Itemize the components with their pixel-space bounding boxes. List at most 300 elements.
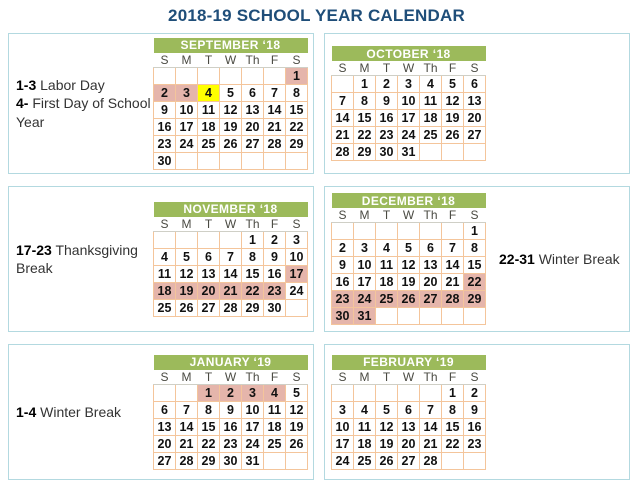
calendar-day-cell: 20 — [464, 110, 486, 127]
annotation-label: Winter Break — [36, 403, 122, 420]
calendar-day-cell: 9 — [376, 93, 398, 110]
day-of-week-header: M — [176, 53, 198, 68]
annotation-date-range: 1-3 — [16, 76, 37, 93]
calendar-empty-cell — [464, 144, 486, 161]
day-of-week-header: F — [442, 61, 464, 76]
calendar-day-cell: 19 — [376, 435, 398, 452]
day-of-week-header: F — [442, 370, 464, 385]
calendar-day-cell: 25 — [198, 135, 220, 152]
calendar-day-cell: 4 — [420, 76, 442, 93]
day-of-week-header: T — [198, 217, 220, 232]
calendar-day-cell: 24 — [286, 282, 308, 299]
calendar-day-cell: 18 — [420, 110, 442, 127]
calendar-day-cell: 8 — [442, 401, 464, 418]
annotation — [9, 76, 153, 131]
calendar-day-cell: 4 — [264, 384, 286, 401]
calendar-day-cell: 22 — [242, 282, 264, 299]
calendar-day-cell: 21 — [332, 127, 354, 144]
calendar-day-cell: 12 — [442, 93, 464, 110]
calendar-empty-cell — [154, 67, 176, 84]
calendar-day-cell: 13 — [398, 418, 420, 435]
day-of-week-header: W — [220, 53, 242, 68]
calendar-empty-cell — [332, 384, 354, 401]
calendar-day-cell: 13 — [464, 93, 486, 110]
calendar-day-cell: 15 — [198, 418, 220, 435]
panel-january — [8, 344, 314, 480]
day-of-week-header: Th — [420, 61, 442, 76]
calendar-day-cell: 31 — [354, 308, 376, 325]
calendar-day-cell: 7 — [442, 240, 464, 257]
calendar-empty-cell — [376, 223, 398, 240]
calendar-empty-cell — [442, 452, 464, 469]
calendar-day-cell: 9 — [264, 248, 286, 265]
annotation-label: Thanksgiving Break — [16, 241, 138, 276]
calendar-empty-cell — [442, 223, 464, 240]
calendar-empty-cell — [354, 223, 376, 240]
calendar-day-cell: 8 — [198, 401, 220, 418]
day-of-week-header: W — [220, 370, 242, 385]
day-of-week-header: W — [220, 217, 242, 232]
calendar-day-cell: 17 — [286, 265, 308, 282]
day-of-week-header: S — [286, 217, 308, 232]
calendar-day-cell: 2 — [220, 384, 242, 401]
day-of-week-header: M — [354, 370, 376, 385]
calendar-day-cell: 25 — [376, 291, 398, 308]
calendar-month-title: NOVEMBER ‘18 — [154, 202, 308, 217]
day-of-week-header: S — [464, 61, 486, 76]
calendar-empty-cell — [442, 308, 464, 325]
calendar-day-cell: 29 — [198, 452, 220, 469]
calendar-day-cell: 6 — [398, 401, 420, 418]
calendar-day-cell: 29 — [464, 291, 486, 308]
calendar-month-title: DECEMBER ‘18 — [332, 193, 486, 208]
calendar-empty-cell — [376, 308, 398, 325]
calendar-empty-cell — [242, 152, 264, 169]
calendar-day-cell: 1 — [354, 76, 376, 93]
page-title: 2018-19 SCHOOL YEAR CALENDAR — [168, 6, 465, 25]
calendar-day-cell: 27 — [154, 452, 176, 469]
calendar-day-cell: 18 — [264, 418, 286, 435]
calendar-day-cell: 13 — [154, 418, 176, 435]
calendar-day-cell: 24 — [398, 127, 420, 144]
calendar-empty-cell — [220, 67, 242, 84]
calendar-day-cell: 25 — [354, 452, 376, 469]
day-of-week-header: T — [376, 61, 398, 76]
calendar-grid — [0, 33, 633, 480]
calendar-day-cell: 20 — [420, 274, 442, 291]
calendar-day-cell: 23 — [376, 127, 398, 144]
calendar-day-cell: 11 — [420, 93, 442, 110]
annotation-line — [16, 94, 153, 131]
day-of-week-header: Th — [242, 217, 264, 232]
calendar-day-cell: 20 — [398, 435, 420, 452]
calendar-day-cell: 1 — [286, 67, 308, 84]
calendar-day-cell: 7 — [176, 401, 198, 418]
day-of-week-header: S — [332, 208, 354, 223]
calendar-day-cell: 14 — [176, 418, 198, 435]
calendar-day-cell: 4 — [354, 401, 376, 418]
calendar-day-cell: 19 — [220, 118, 242, 135]
calendar-day-cell: 2 — [332, 240, 354, 257]
day-of-week-header: W — [398, 370, 420, 385]
calendar-day-cell: 7 — [332, 93, 354, 110]
calendar-empty-cell — [464, 308, 486, 325]
calendar-day-cell: 26 — [176, 299, 198, 316]
day-of-week-header: M — [354, 61, 376, 76]
calendar-nov — [153, 202, 308, 317]
calendar-empty-cell — [198, 231, 220, 248]
calendar-day-cell: 16 — [154, 118, 176, 135]
calendar-day-cell: 6 — [464, 76, 486, 93]
calendar-empty-cell — [220, 231, 242, 248]
calendar-empty-cell — [354, 384, 376, 401]
calendar-day-cell: 10 — [332, 418, 354, 435]
calendar-day-cell: 10 — [398, 93, 420, 110]
day-of-week-header: M — [176, 217, 198, 232]
calendar-day-cell: 28 — [420, 452, 442, 469]
calendar-day-cell: 13 — [420, 257, 442, 274]
calendar-day-cell: 17 — [242, 418, 264, 435]
calendar-day-cell: 10 — [354, 257, 376, 274]
day-of-week-header: M — [354, 208, 376, 223]
day-of-week-header: F — [264, 370, 286, 385]
calendar-day-cell: 3 — [176, 84, 198, 101]
calendar-day-cell: 8 — [464, 240, 486, 257]
calendar-day-cell: 26 — [442, 127, 464, 144]
calendar-day-cell: 3 — [332, 401, 354, 418]
calendar-day-cell: 22 — [286, 118, 308, 135]
calendar-day-cell: 24 — [176, 135, 198, 152]
calendar-day-cell: 19 — [176, 282, 198, 299]
calendar-day-cell: 3 — [242, 384, 264, 401]
calendar-day-cell: 27 — [464, 127, 486, 144]
calendar-day-cell: 30 — [264, 299, 286, 316]
calendar-day-cell: 19 — [442, 110, 464, 127]
calendar-sep — [153, 38, 308, 170]
day-of-week-header: S — [154, 370, 176, 385]
calendar-month-title: FEBRUARY ‘19 — [332, 355, 486, 370]
calendar-day-cell: 23 — [464, 435, 486, 452]
calendar-day-cell: 29 — [354, 144, 376, 161]
calendar-day-cell: 22 — [464, 274, 486, 291]
calendar-empty-cell — [464, 452, 486, 469]
calendar-empty-cell — [332, 223, 354, 240]
day-of-week-header: S — [464, 208, 486, 223]
calendar-day-cell: 12 — [220, 101, 242, 118]
calendar-day-cell: 28 — [176, 452, 198, 469]
calendar-day-cell: 14 — [332, 110, 354, 127]
day-of-week-header: S — [286, 370, 308, 385]
annotation — [9, 403, 153, 421]
day-of-week-header: S — [154, 217, 176, 232]
calendar-day-cell: 10 — [286, 248, 308, 265]
calendar-day-cell: 29 — [242, 299, 264, 316]
calendar-day-cell: 24 — [354, 291, 376, 308]
calendar-day-cell: 18 — [154, 282, 176, 299]
calendar-day-cell: 20 — [154, 435, 176, 452]
calendar-day-cell: 26 — [220, 135, 242, 152]
calendar-empty-cell — [286, 299, 308, 316]
calendar-empty-cell — [198, 67, 220, 84]
calendar-day-cell: 14 — [442, 257, 464, 274]
calendar-day-cell: 5 — [176, 248, 198, 265]
calendar-day-cell: 8 — [354, 93, 376, 110]
calendar-day-cell: 19 — [398, 274, 420, 291]
calendar-empty-cell — [286, 452, 308, 469]
calendar-empty-cell — [420, 223, 442, 240]
calendar-day-cell: 4 — [154, 248, 176, 265]
calendar-day-cell: 6 — [154, 401, 176, 418]
annotation-line — [16, 403, 153, 421]
day-of-week-header: S — [286, 53, 308, 68]
day-of-week-header: T — [198, 370, 220, 385]
calendar-day-cell: 15 — [242, 265, 264, 282]
calendar-day-cell: 3 — [398, 76, 420, 93]
calendar-day-cell: 14 — [220, 265, 242, 282]
annotation-date-range: 17-23 — [16, 241, 52, 258]
calendar-empty-cell — [198, 152, 220, 169]
calendar-day-cell: 30 — [154, 152, 176, 169]
calendar-day-cell: 21 — [220, 282, 242, 299]
calendar-day-cell: 7 — [264, 84, 286, 101]
day-of-week-header: F — [264, 53, 286, 68]
calendar-day-cell: 23 — [264, 282, 286, 299]
panel-september — [8, 33, 314, 174]
calendar-day-cell: 18 — [354, 435, 376, 452]
day-of-week-header: W — [398, 208, 420, 223]
calendar-feb — [331, 355, 486, 470]
calendar-day-cell: 16 — [264, 265, 286, 282]
calendar-day-cell: 27 — [398, 452, 420, 469]
calendar-day-cell: 26 — [398, 291, 420, 308]
calendar-oct — [331, 46, 486, 161]
day-of-week-header: T — [376, 370, 398, 385]
calendar-day-cell: 5 — [220, 84, 242, 101]
calendar-day-cell: 17 — [176, 118, 198, 135]
calendar-day-cell: 12 — [176, 265, 198, 282]
calendar-day-cell: 5 — [376, 401, 398, 418]
calendar-day-cell: 18 — [198, 118, 220, 135]
calendar-day-cell: 2 — [154, 84, 176, 101]
calendar-day-cell: 8 — [286, 84, 308, 101]
calendar-day-cell: 15 — [286, 101, 308, 118]
calendar-dec — [331, 193, 486, 325]
calendar-day-cell: 21 — [442, 274, 464, 291]
annotation-label: Labor Day — [36, 76, 105, 93]
calendar-day-cell: 25 — [264, 435, 286, 452]
calendar-day-cell: 12 — [376, 418, 398, 435]
day-of-week-header: Th — [242, 370, 264, 385]
annotation-date-range: 22-31 — [499, 250, 535, 267]
calendar-day-cell: 2 — [376, 76, 398, 93]
annotation-line — [499, 250, 629, 268]
calendar-day-cell: 9 — [220, 401, 242, 418]
calendar-empty-cell — [154, 384, 176, 401]
calendar-day-cell: 15 — [354, 110, 376, 127]
calendar-month-title: JANUARY ‘19 — [154, 355, 308, 370]
panel-november — [8, 186, 314, 332]
calendar-empty-cell — [154, 231, 176, 248]
calendar-day-cell: 31 — [242, 452, 264, 469]
day-of-week-header: T — [376, 208, 398, 223]
calendar-empty-cell — [398, 223, 420, 240]
calendar-day-cell: 5 — [442, 76, 464, 93]
calendar-day-cell: 15 — [464, 257, 486, 274]
calendar-day-cell: 3 — [354, 240, 376, 257]
calendar-day-cell: 16 — [332, 274, 354, 291]
calendar-day-cell: 14 — [420, 418, 442, 435]
calendar-day-cell: 9 — [154, 101, 176, 118]
calendar-day-cell: 6 — [242, 84, 264, 101]
calendar-day-cell: 26 — [286, 435, 308, 452]
calendar-day-cell: 2 — [464, 384, 486, 401]
calendar-day-cell: 8 — [242, 248, 264, 265]
panel-october — [324, 33, 630, 174]
calendar-day-cell: 28 — [442, 291, 464, 308]
calendar-day-cell: 19 — [286, 418, 308, 435]
calendar-day-cell: 16 — [376, 110, 398, 127]
day-of-week-header: M — [176, 370, 198, 385]
calendar-day-cell: 24 — [332, 452, 354, 469]
annotation-label: Winter Break — [534, 250, 620, 267]
calendar-month-title: SEPTEMBER ‘18 — [154, 38, 308, 53]
annotation-line — [16, 241, 153, 278]
calendar-day-cell: 2 — [264, 231, 286, 248]
calendar-empty-cell — [242, 67, 264, 84]
calendar-day-cell: 27 — [242, 135, 264, 152]
calendar-empty-cell — [176, 384, 198, 401]
calendar-day-cell: 7 — [220, 248, 242, 265]
calendar-day-cell: 5 — [286, 384, 308, 401]
annotation — [486, 250, 629, 268]
annotation-date-range: 4- — [16, 95, 29, 112]
calendar-day-cell: 10 — [242, 401, 264, 418]
calendar-day-cell: 11 — [354, 418, 376, 435]
calendar-empty-cell — [286, 152, 308, 169]
day-of-week-header: Th — [420, 370, 442, 385]
calendar-day-cell: 13 — [198, 265, 220, 282]
calendar-jan — [153, 355, 308, 470]
calendar-day-cell: 22 — [442, 435, 464, 452]
calendar-day-cell: 28 — [264, 135, 286, 152]
calendar-day-cell: 29 — [286, 135, 308, 152]
calendar-day-cell: 23 — [220, 435, 242, 452]
calendar-day-cell: 11 — [198, 101, 220, 118]
calendar-day-cell: 30 — [220, 452, 242, 469]
annotation-label: First Day of School Year — [16, 95, 151, 130]
calendar-day-cell: 25 — [420, 127, 442, 144]
calendar-day-cell: 4 — [376, 240, 398, 257]
calendar-day-cell: 17 — [354, 274, 376, 291]
calendar-day-cell: 6 — [420, 240, 442, 257]
calendar-empty-cell — [398, 384, 420, 401]
calendar-day-cell: 30 — [332, 308, 354, 325]
calendar-day-cell: 7 — [420, 401, 442, 418]
calendar-empty-cell — [398, 308, 420, 325]
calendar-day-cell: 9 — [464, 401, 486, 418]
calendar-empty-cell — [420, 308, 442, 325]
calendar-empty-cell — [442, 144, 464, 161]
calendar-day-cell: 27 — [420, 291, 442, 308]
calendar-day-cell: 26 — [376, 452, 398, 469]
annotation-date-range: 1-4 — [16, 403, 37, 420]
calendar-day-cell: 17 — [398, 110, 420, 127]
calendar-day-cell: 31 — [398, 144, 420, 161]
calendar-day-cell: 11 — [154, 265, 176, 282]
page — [0, 6, 633, 480]
calendar-day-cell: 11 — [264, 401, 286, 418]
calendar-empty-cell — [176, 67, 198, 84]
calendar-day-cell: 28 — [332, 144, 354, 161]
calendar-day-cell: 11 — [376, 257, 398, 274]
calendar-day-cell: 28 — [220, 299, 242, 316]
calendar-day-cell: 9 — [332, 257, 354, 274]
calendar-day-cell: 21 — [264, 118, 286, 135]
day-of-week-header: F — [442, 208, 464, 223]
day-of-week-header: F — [264, 217, 286, 232]
calendar-day-cell: 18 — [376, 274, 398, 291]
calendar-day-cell: 14 — [264, 101, 286, 118]
calendar-day-cell: 20 — [198, 282, 220, 299]
calendar-day-cell: 21 — [176, 435, 198, 452]
calendar-day-cell: 12 — [286, 401, 308, 418]
calendar-empty-cell — [420, 384, 442, 401]
calendar-day-cell: 27 — [198, 299, 220, 316]
calendar-day-cell: 1 — [198, 384, 220, 401]
calendar-empty-cell — [176, 152, 198, 169]
day-of-week-header: S — [332, 61, 354, 76]
panel-december — [324, 186, 630, 332]
calendar-day-cell: 30 — [376, 144, 398, 161]
calendar-day-cell: 24 — [242, 435, 264, 452]
annotation — [9, 241, 153, 278]
calendar-month-title: OCTOBER ‘18 — [332, 46, 486, 61]
calendar-empty-cell — [176, 231, 198, 248]
calendar-day-cell: 15 — [442, 418, 464, 435]
day-of-week-header: Th — [420, 208, 442, 223]
calendar-empty-cell — [264, 152, 286, 169]
calendar-day-cell: 16 — [220, 418, 242, 435]
calendar-day-cell: 20 — [242, 118, 264, 135]
calendar-day-cell: 6 — [198, 248, 220, 265]
calendar-empty-cell — [220, 152, 242, 169]
day-of-week-header: T — [198, 53, 220, 68]
panel-february — [324, 344, 630, 480]
calendar-day-cell: 17 — [332, 435, 354, 452]
calendar-empty-cell — [264, 67, 286, 84]
calendar-day-cell: 5 — [398, 240, 420, 257]
calendar-day-cell: 23 — [154, 135, 176, 152]
calendar-day-cell: 13 — [242, 101, 264, 118]
calendar-day-cell: 23 — [332, 291, 354, 308]
day-of-week-header: W — [398, 61, 420, 76]
day-of-week-header: S — [154, 53, 176, 68]
day-of-week-header: Th — [242, 53, 264, 68]
calendar-day-cell: 16 — [464, 418, 486, 435]
calendar-day-cell: 22 — [198, 435, 220, 452]
calendar-day-cell: 10 — [176, 101, 198, 118]
calendar-day-cell: 4 — [198, 84, 220, 101]
calendar-empty-cell — [332, 76, 354, 93]
day-of-week-header: S — [332, 370, 354, 385]
calendar-day-cell: 12 — [398, 257, 420, 274]
annotation-line — [16, 76, 153, 94]
calendar-day-cell: 1 — [442, 384, 464, 401]
calendar-day-cell: 22 — [354, 127, 376, 144]
calendar-day-cell: 1 — [242, 231, 264, 248]
calendar-day-cell: 25 — [154, 299, 176, 316]
calendar-day-cell: 3 — [286, 231, 308, 248]
